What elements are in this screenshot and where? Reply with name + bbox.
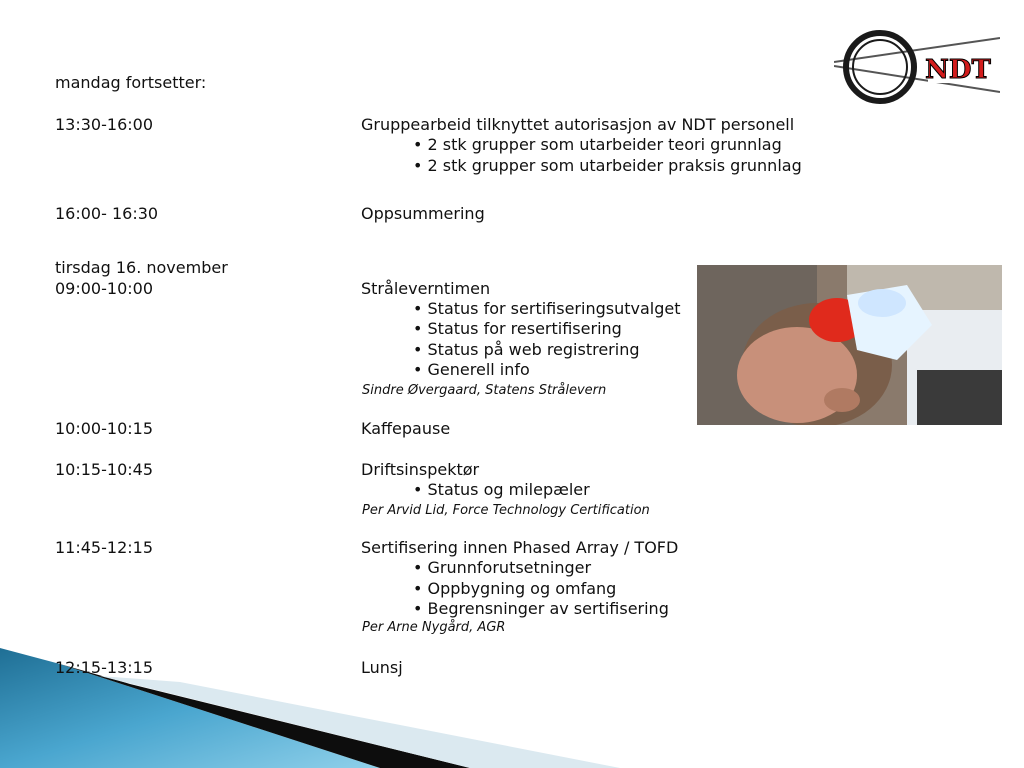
session-title: Oppsummering <box>361 204 485 223</box>
session-bullet: • Status og milepæler <box>413 480 590 499</box>
session-title: Gruppearbeid tilknyttet autorisasjon av NDT personell <box>361 115 795 134</box>
session-time: 10:00-10:15 <box>55 419 153 438</box>
session-title: Sertifisering innen Phased Array / TOFD <box>361 538 679 557</box>
session-bullet: • Oppbygning og omfang <box>413 579 617 598</box>
session-bullet: • Grunnforutsetninger <box>413 558 592 577</box>
session-time: 13:30-16:00 <box>55 115 153 134</box>
session-speaker: Per Arne Nygård, AGR <box>362 620 506 635</box>
session-bullet: • Begrensninger av sertifisering <box>413 599 669 618</box>
logo-text: NDT <box>925 55 991 85</box>
session-title: Kaffepause <box>361 419 451 438</box>
session-title: Driftsinspektør <box>361 460 480 479</box>
session-bullet: • Status for resertifisering <box>413 319 622 338</box>
day-heading-monday: mandag fortsetter: <box>55 73 207 92</box>
session-speaker: Sindre Øvergaard, Statens Strålevern <box>362 383 607 398</box>
ndt-logo <box>834 28 1000 106</box>
day-heading-tuesday: tirsdag 16. november <box>55 258 228 277</box>
session-title: Stråleverntimen <box>361 279 491 298</box>
session-bullet: • Status på web registrering <box>413 340 640 359</box>
session-speaker: Per Arvid Lid, Force Technology Certification <box>362 503 650 518</box>
session-title: Lunsj <box>361 658 403 677</box>
session-time: 12:15-13:15 <box>55 658 153 677</box>
bottom-swoosh-decoration <box>0 640 1024 768</box>
session-time: 11:45-12:15 <box>55 538 153 557</box>
session-bullet: • Generell info <box>413 360 530 379</box>
session-bullet: • 2 stk grupper som utarbeider praksis grunnlag <box>413 156 802 175</box>
session-bullet: • 2 stk grupper som utarbeider teori grunnlag <box>413 135 782 154</box>
session-time: 09:00-10:00 <box>55 279 153 298</box>
session-bullet: • Status for sertifiseringsutvalget <box>413 299 681 318</box>
session-time: 16:00- 16:30 <box>55 204 159 223</box>
dental-patient-photo <box>697 265 1002 425</box>
session-time: 10:15-10:45 <box>55 460 153 479</box>
